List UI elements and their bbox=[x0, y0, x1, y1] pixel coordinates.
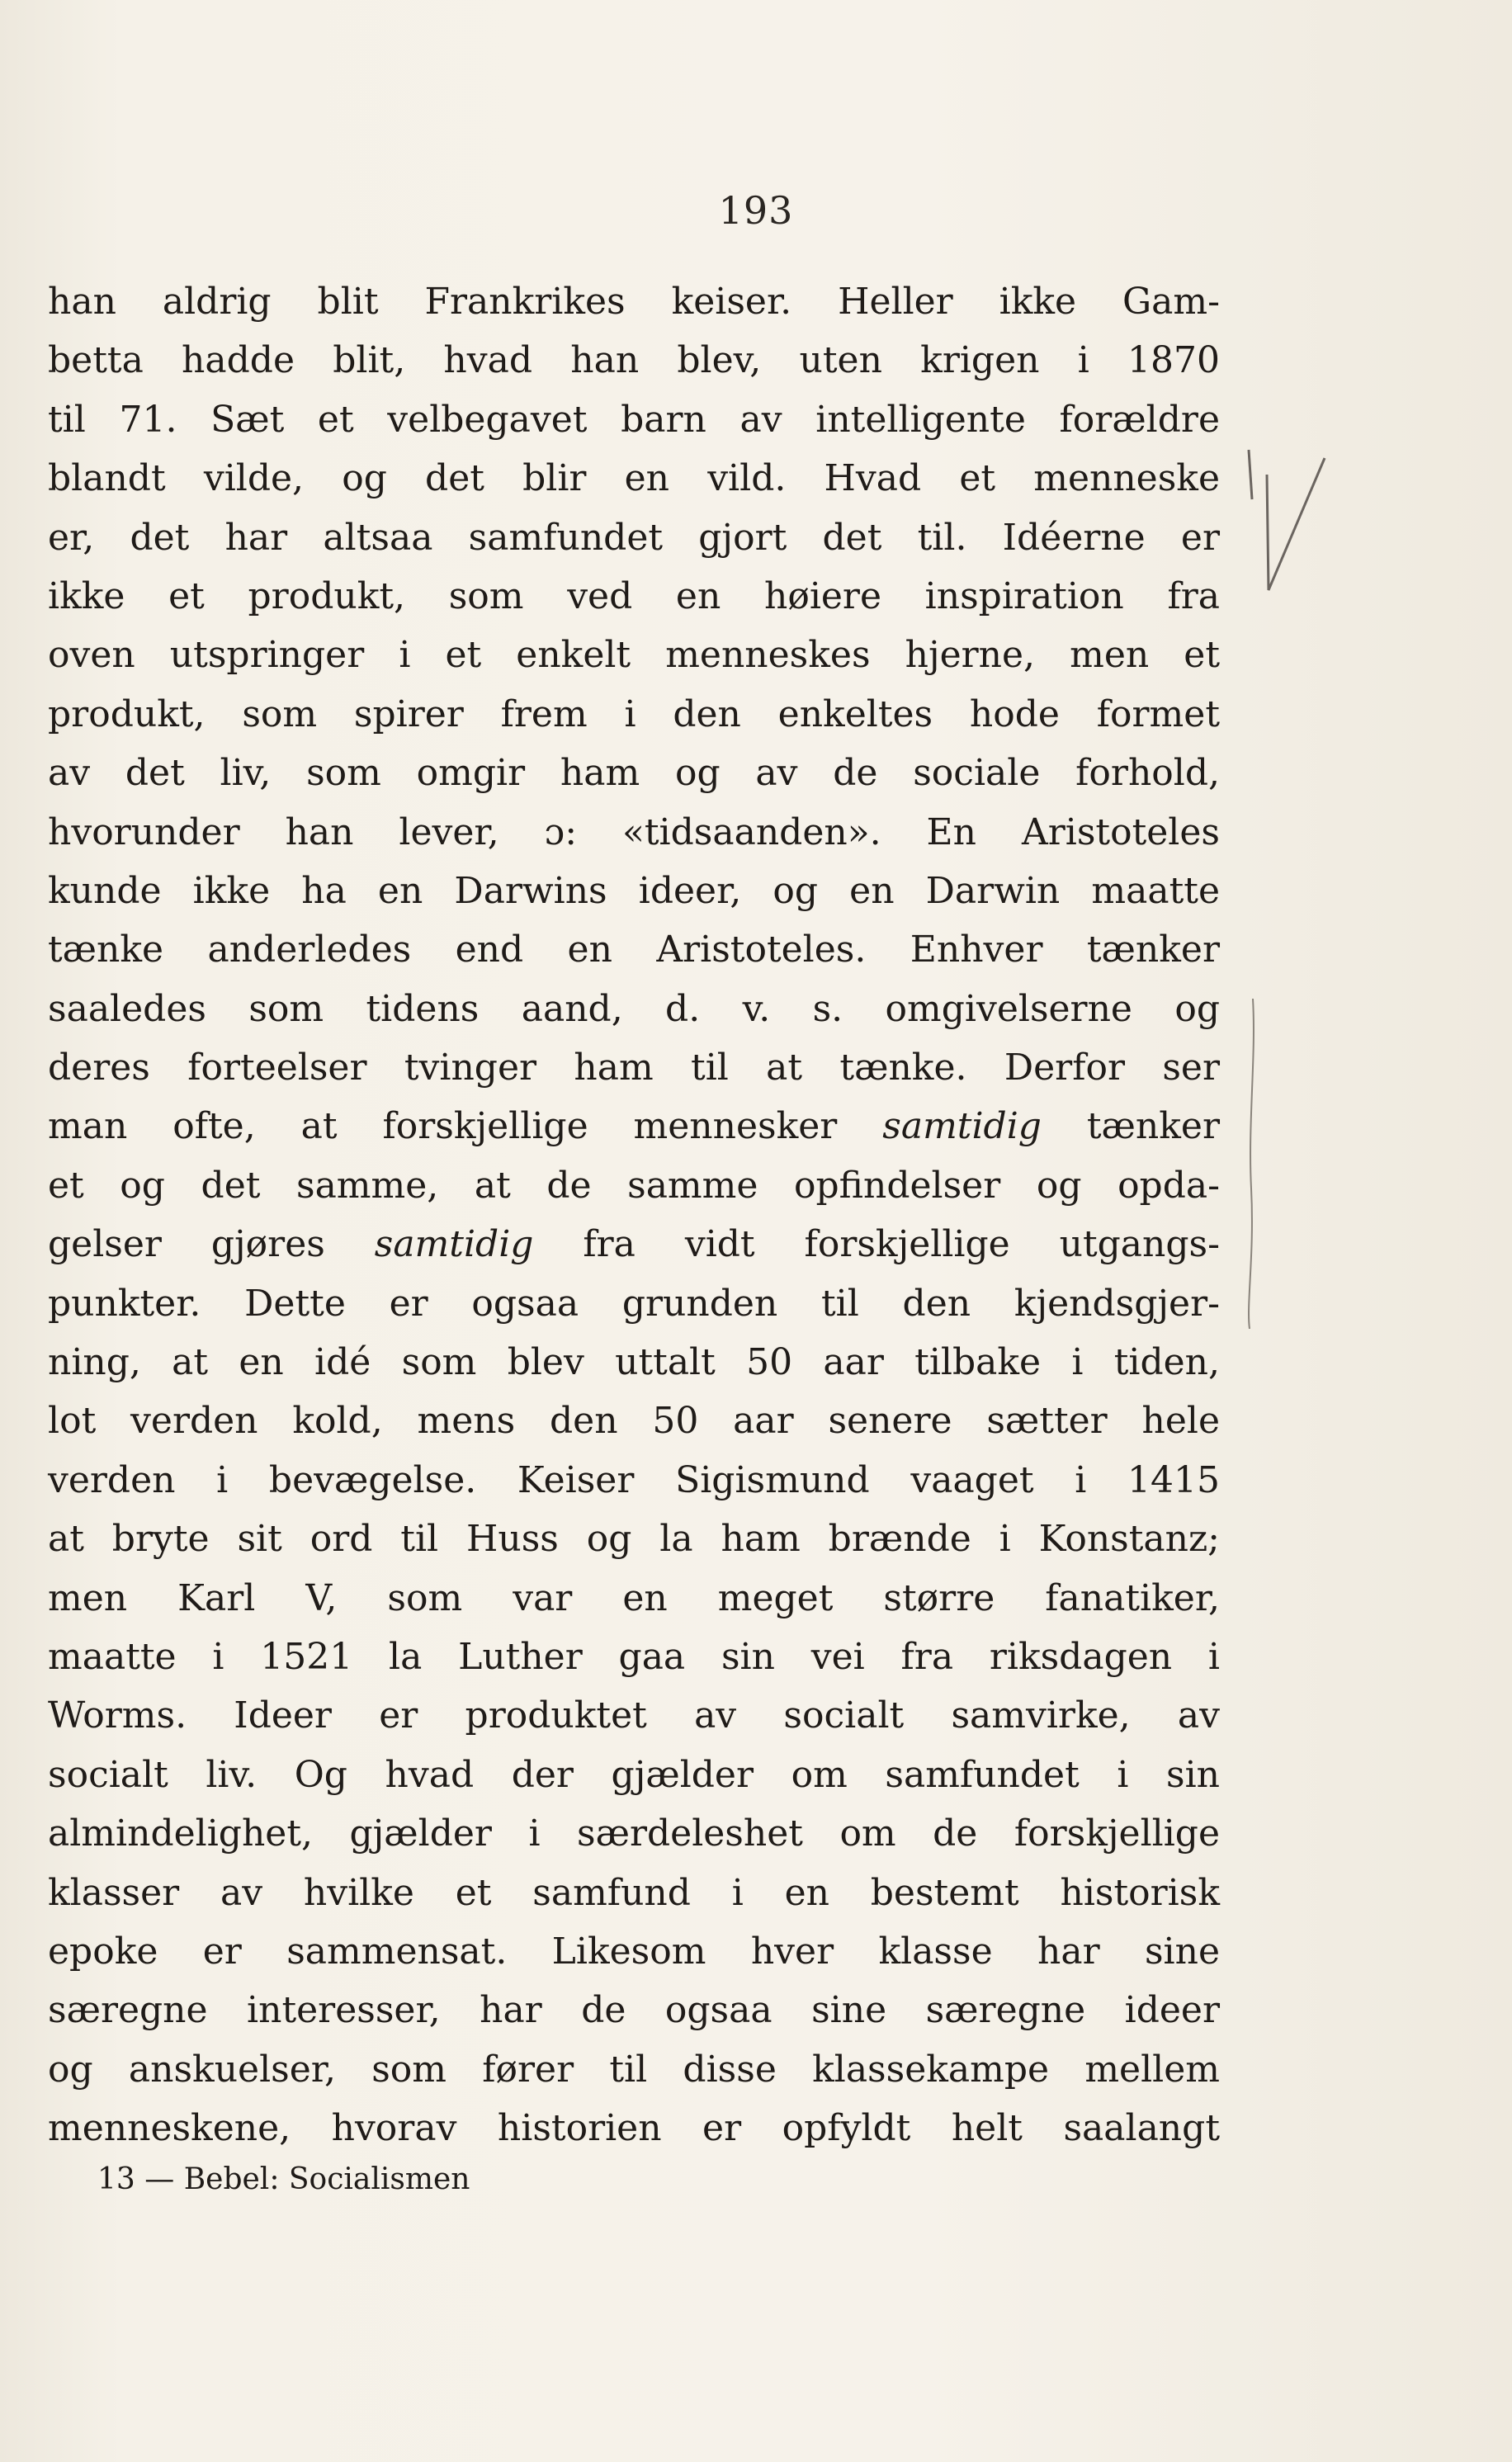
text-line: ikke et produkt, som ved en høiere inspiration fra bbox=[48, 574, 1220, 617]
text-line: han aldrig blit Frankrikes keiser. Heller ikke Gam- bbox=[48, 281, 1220, 323]
margin-check-mark bbox=[1234, 442, 1349, 607]
text-line: maatte i 1521 la Luther gaa sin vei fra riksdagen i bbox=[48, 1635, 1220, 1678]
text-line: at bryte sit ord til Huss og la ham brænde i Konstanz; bbox=[48, 1518, 1220, 1561]
text-line: betta hadde blit, hvad han blev, uten krigen i 1870 bbox=[48, 339, 1220, 382]
text-line: klasser av hvilke et samfund i en bestemt historisk bbox=[48, 1871, 1220, 1914]
text-line: almindelighet, gjælder i særdeleshet om de forskjellige bbox=[48, 1812, 1220, 1855]
text-line: til 71. Sæt et velbegavet barn av intelligente forældre bbox=[48, 398, 1220, 441]
text-line: men Karl V, som var en meget større fanatiker, bbox=[48, 1576, 1220, 1619]
text-line: menneskene, hvorav historien er opfyldt helt saalangt bbox=[48, 2107, 1220, 2150]
text-line: og anskuelser, som fører til disse klassekampe mellem bbox=[48, 2048, 1220, 2091]
text-line: produkt, som spirer frem i den enkeltes hode formet bbox=[48, 692, 1220, 735]
text-line: lot verden kold, mens den 50 aar senere sætter hele bbox=[48, 1400, 1220, 1443]
body-text bbox=[48, 272, 1220, 2158]
text-line: ning, at en idé som blev uttalt 50 aar tilbake i tiden, bbox=[48, 1341, 1220, 1384]
text-line: gelser gjøres samtidig fra vidt forskjellige utgangs- bbox=[48, 1223, 1220, 1266]
footer-signature: 13 — Bebel: Socialismen bbox=[97, 2162, 470, 2196]
text-line: et og det samme, at de samme opfindelser og opda- bbox=[48, 1164, 1220, 1207]
text-line: særegne interesser, har de ogsaa sine særegne ideer bbox=[48, 1989, 1220, 2032]
page-number: 193 bbox=[718, 188, 794, 233]
text-line: verden i bevægelse. Keiser Sigismund vaaget i 1415 bbox=[48, 1458, 1220, 1501]
text-line: Worms. Ideer er produktet av socialt samvirke, av bbox=[48, 1694, 1220, 1737]
margin-pencil-line bbox=[1238, 990, 1263, 1337]
text-line: kunde ikke ha en Darwins ideer, og en Darwin maatte bbox=[48, 869, 1220, 912]
italic-word: samtidig bbox=[374, 1223, 534, 1266]
text-line: tænke anderledes end en Aristoteles. Enhver tænker bbox=[48, 929, 1220, 971]
text-line: deres forteelser tvinger ham til at tænke. Derfor ser bbox=[48, 1047, 1220, 1089]
text-line: epoke er sammensat. Likesom hver klasse har sine bbox=[48, 1930, 1220, 1973]
text-line: socialt liv. Og hvad der gjælder om samfundet i sin bbox=[48, 1753, 1220, 1796]
text-line: punkter. Dette er ogsaa grunden til den kjendsgjer- bbox=[48, 1282, 1220, 1325]
italic-word: samtidig bbox=[882, 1105, 1042, 1148]
text-line: man ofte, at forskjellige mennesker samtidig tænker bbox=[48, 1105, 1220, 1148]
text-line: oven utspringer i et enkelt menneskes hjerne, men et bbox=[48, 634, 1220, 677]
text-line: hvorunder han lever, ɔ: «tidsaanden». En Aristoteles bbox=[48, 810, 1220, 853]
text-line: er, det har altsaa samfundet gjort det til. Idéerne er bbox=[48, 516, 1220, 559]
text-line: saaledes som tidens aand, d. v. s. omgivelserne og bbox=[48, 987, 1220, 1030]
text-line: blandt vilde, og det blir en vild. Hvad et menneske bbox=[48, 457, 1220, 500]
text-line: av det liv, som omgir ham og av de sociale forhold, bbox=[48, 752, 1220, 795]
